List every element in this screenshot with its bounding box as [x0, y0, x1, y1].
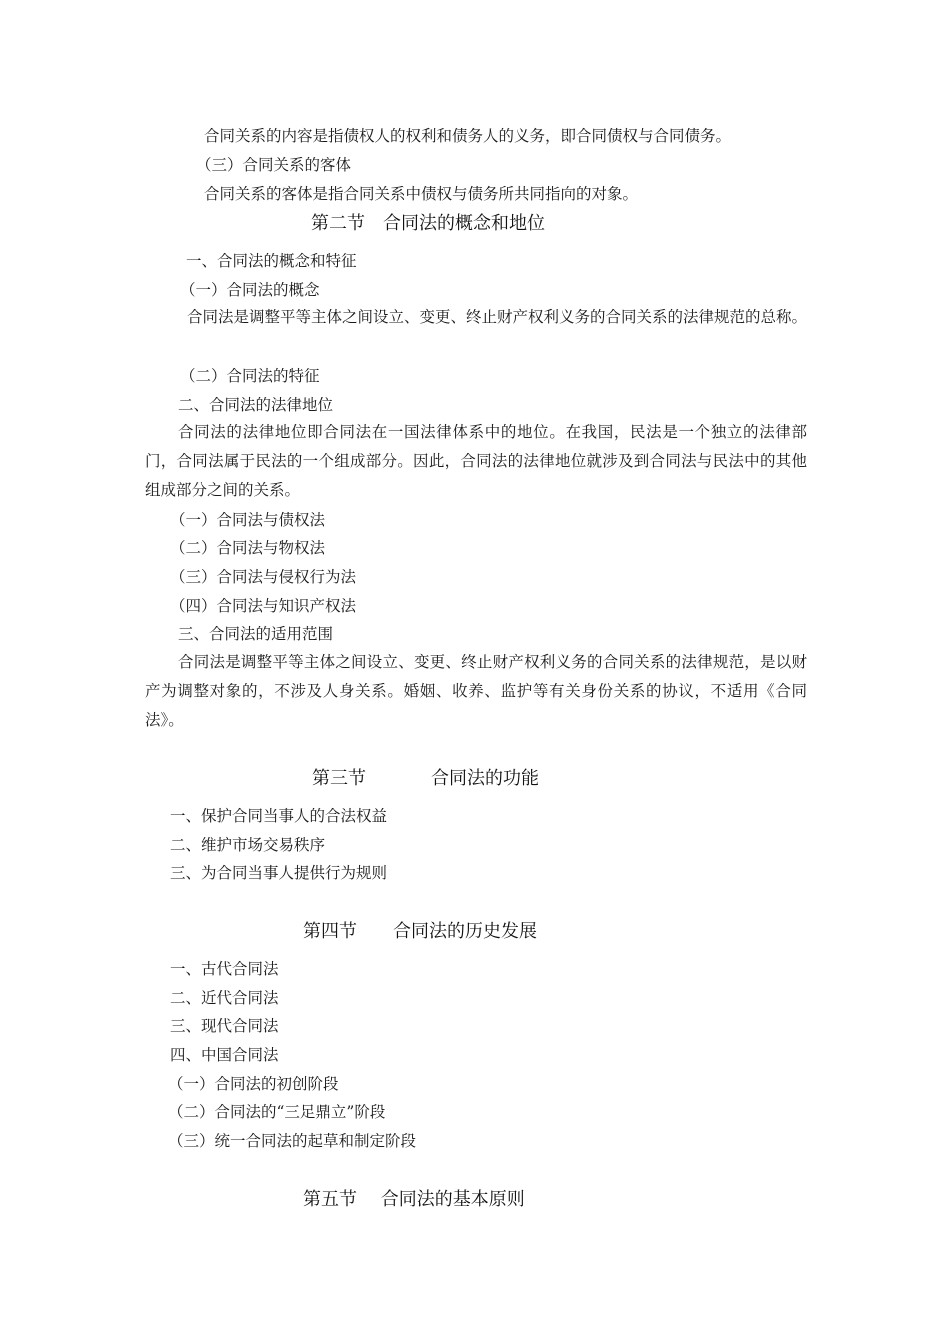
list-item: 二、维护市场交易秩序 [170, 836, 326, 854]
section-3-title: 合同法的功能 [431, 768, 539, 789]
section-3-number: 第三节 [312, 768, 366, 789]
body-line: 合同关系的内容是指债权人的权利和债务人的义务，即合同债权与合同债务。 [204, 127, 732, 145]
list-item: 二、近代合同法 [170, 989, 279, 1007]
heading-legal-status: 二、合同法的法律地位 [178, 396, 334, 414]
list-item: 一、保护合同当事人的合法权益 [170, 807, 388, 825]
section-5-title: 第五节 合同法的基本原则 [303, 1189, 525, 1210]
body-line: 合同关系的客体是指合同关系中债权与债务所共同指向的对象。 [204, 185, 639, 203]
subheading-concept: （一）合同法的概念 [180, 281, 320, 299]
list-item: （三）合同法与侵权行为法 [170, 568, 357, 586]
list-item: （一）合同法的初创阶段 [168, 1075, 339, 1093]
list-item: 一、古代合同法 [170, 960, 279, 978]
paragraph-concept: 合同法是调整平等主体之间设立、变更、终止财产权利义务的合同关系的法律规范的总称。 [187, 308, 808, 326]
subheading-features: （二）合同法的特征 [180, 367, 320, 385]
paragraph-scope: 合同法是调整平等主体之间设立、变更、终止财产权利义务的合同关系的法律规范，是以财产为调整对象的，不涉及人身关系。婚姻、收养、监护等有关身份关系的协议，不适用《合同法》。 [145, 653, 807, 729]
list-item: （二）合同法与物权法 [170, 539, 326, 557]
subheading-contract-object: （三）合同关系的客体 [196, 156, 352, 174]
section-2-title: 第二节 合同法的概念和地位 [311, 213, 545, 234]
heading-concept-features: 一、合同法的概念和特征 [186, 252, 357, 270]
heading-scope: 三、合同法的适用范围 [178, 625, 334, 643]
list-item: （二）合同法的“三足鼎立”阶段 [168, 1103, 386, 1121]
list-item: （四）合同法与知识产权法 [170, 597, 357, 615]
list-item: （三）统一合同法的起草和制定阶段 [168, 1132, 417, 1150]
list-item: 三、为合同当事人提供行为规则 [170, 864, 388, 882]
list-item: 三、现代合同法 [170, 1017, 279, 1035]
section-4-title: 第四节 合同法的历史发展 [303, 921, 537, 942]
list-item: 四、中国合同法 [170, 1046, 279, 1064]
paragraph-legal-status: 合同法的法律地位即合同法在一国法律体系中的地位。在我国，民法是一个独立的法律部门，合同法属于民法的一个组成部分。因此，合同法的法律地位就涉及到合同法与民法中的其他组成部分之间的关系。 [145, 423, 807, 499]
list-item: （一）合同法与债权法 [170, 511, 326, 529]
